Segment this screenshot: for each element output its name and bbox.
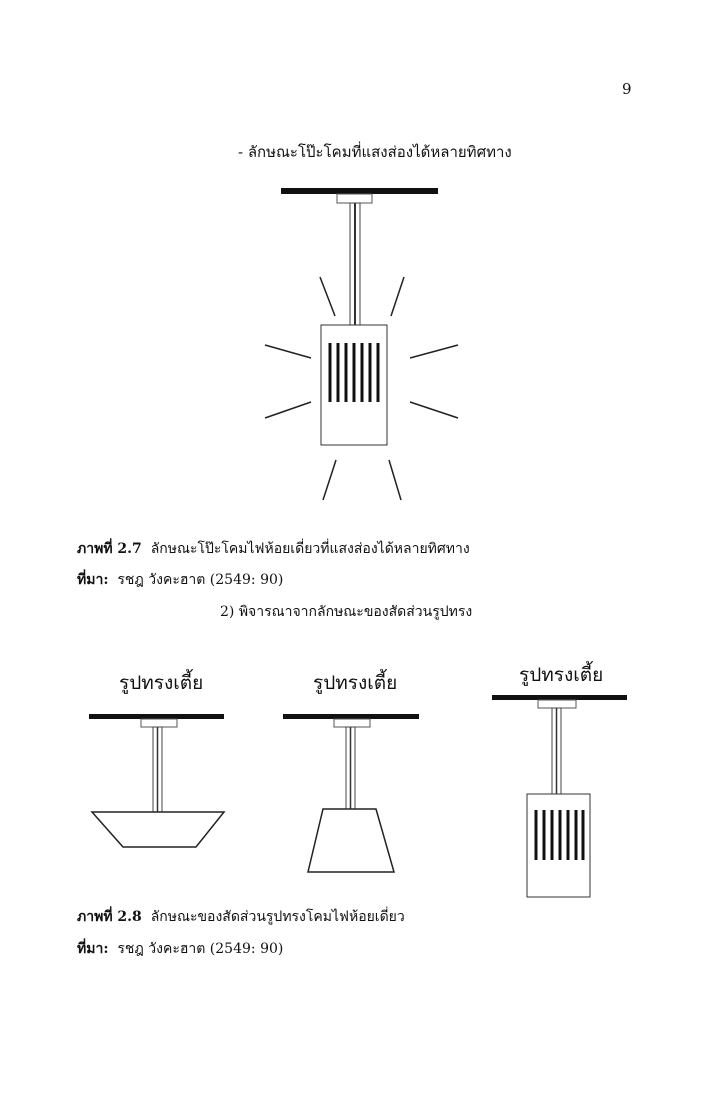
section-heading: - ลักษณะโป๊ะโคมที่แสงส่องได้หลายทิศทาง — [238, 143, 512, 161]
lamp-1-shade — [92, 812, 224, 847]
figure-2-8-source — [77, 938, 283, 960]
lamp-title-3: รูปทรงเตี้ย — [519, 664, 604, 686]
lamp-1 — [89, 714, 224, 847]
figure-2-8-caption — [77, 906, 405, 928]
source-label: ที่มา: — [77, 941, 109, 957]
lamp-3 — [492, 695, 627, 897]
subsection-heading: 2) พิจารณาจากลักษณะของสัดส่วนรูปทรง — [220, 604, 473, 620]
figure-caption-text: ลักษณะของสัดส่วนรูปทรงโคมไฟห้อยเดี่ยว — [150, 909, 405, 925]
source-text: รชฎ วังคะฮาต (2549: 90) — [117, 941, 284, 957]
figure-caption-text: ลักษณะโป๊ะโคมไฟห้อยเดี่ยวที่แสงส่องได้หลายทิศทาง — [150, 541, 470, 557]
lamp-2-shade — [308, 809, 394, 872]
lamp-3-slots — [536, 810, 583, 860]
figure-label: ภาพที่ 2.7 — [77, 541, 142, 557]
page-number: 9 — [622, 80, 632, 98]
lamp-title-2: รูปทรงเตี้ย — [313, 672, 398, 694]
figure-label: ภาพที่ 2.8 — [77, 909, 142, 925]
source-label: ที่มา: — [77, 572, 109, 588]
lamp-2 — [283, 714, 419, 872]
lamp-title-1: รูปทรงเตี้ย — [119, 672, 204, 694]
source-text: รชฎ วังคะฮาต (2549: 90) — [117, 572, 284, 588]
